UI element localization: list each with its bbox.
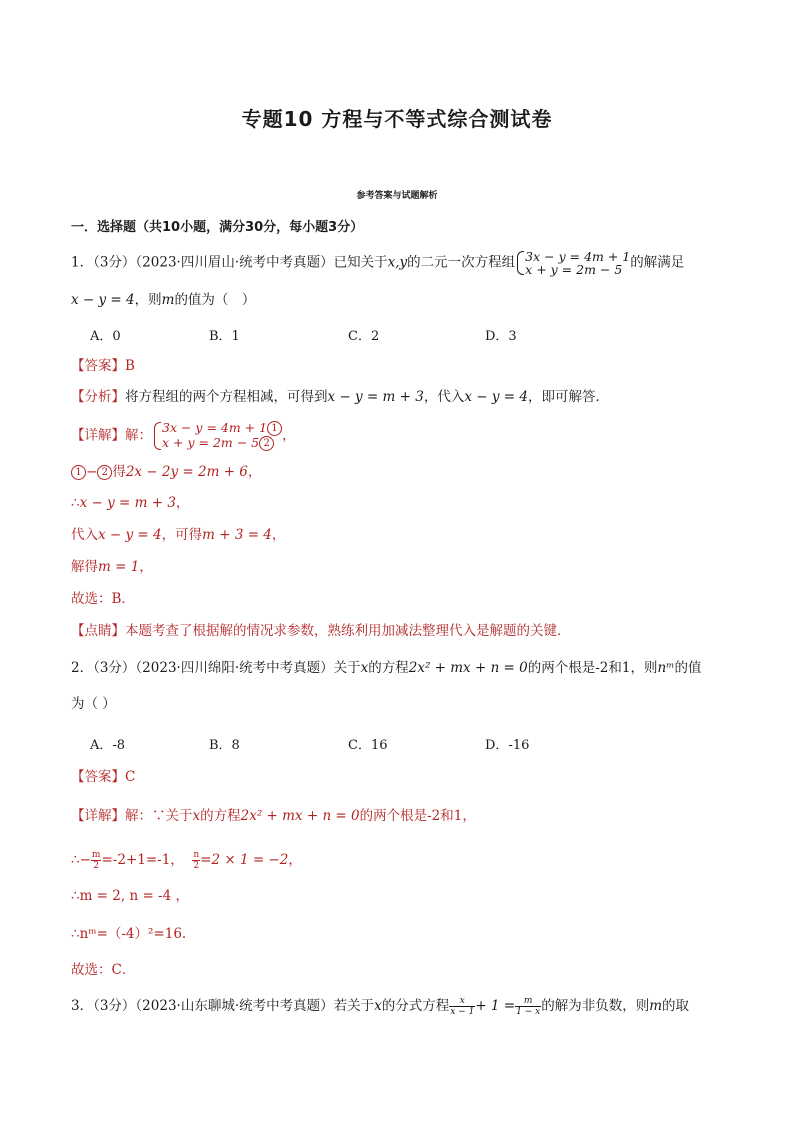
q1-stem: 1．（3分）（2023·四川眉山·统考中考真题）已知关于x,y的二元一次方程组 3x − y = 4m + 1 x + y = 2m − 5 的解满足 <box>71 249 685 277</box>
q1-option-b: B．1 <box>209 329 240 344</box>
q2-choose: 故选：C． <box>71 962 136 978</box>
q1-option-c: C．2 <box>348 329 380 344</box>
page-title: 专题10 方程与不等式综合测试卷 <box>241 107 553 131</box>
q2-stem-line2: 为（ ） <box>71 696 116 712</box>
q1-option-a: A．0 <box>90 329 121 344</box>
q1-detail: 【详解】解： 3x − y = 4m + 1 1 x + y = 2m − 5 2 ， <box>71 420 296 450</box>
q2-detail: 【详解】解：∵关于x的方程2x² + mx + n = 0的两个根是-2和1， <box>71 808 476 824</box>
q1-stem-line2: x − y = 4，则m的值为（ ） <box>71 292 256 308</box>
q2-option-a: A．-8 <box>90 738 126 753</box>
q1-step3: 代入x − y = 4，可得m + 3 = 4， <box>71 527 286 543</box>
q3-stem: 3．（3分）（2023·山东聊城·统考中考真题）若关于x的分式方程 $\frac{x}{x - 1}$ + 1 = $\frac{m}{1 - x}$ 的解为非负数，则m的取 <box>71 996 690 1017</box>
q1-answer: 【答案】B <box>71 358 135 374</box>
q2-option-b: B．8 <box>209 738 240 753</box>
q1-option-d: D．3 <box>485 329 517 344</box>
q1-choose: 故选：B． <box>71 591 135 607</box>
q2-line3: ∴m = 2, n = -4 ， <box>71 888 189 904</box>
q2-line2: ∴− $\frac{m}{2}$ =-2+1=-1， $\frac{n}{2}$ =2 × 1 = −2， <box>71 850 302 871</box>
q2-answer: 【答案】C <box>71 769 136 785</box>
q2-option-c: C．16 <box>348 738 388 753</box>
q1-system: 3x − y = 4m + 1 x + y = 2m − 5 <box>515 250 630 276</box>
section-heading: 一．选择题（共10小题，满分30分，每小题3分） <box>71 220 364 235</box>
q1-comment: 【点睛】本题考查了根据解的情况求参数，熟练利用加减法整理代入是解题的关键． <box>71 623 571 639</box>
page-subtitle: 参考答案与试题解析 <box>356 191 438 201</box>
q1-step1: 1 − 2 得2x − 2y = 2m + 6， <box>71 462 261 482</box>
q2-option-d: D．-16 <box>485 738 530 753</box>
q1-step2: ∴x − y = m + 3， <box>71 495 190 511</box>
q2-line4: ∴nᵐ=（-4）²=16. <box>71 926 187 942</box>
q1-step4: 解得m = 1， <box>71 559 153 575</box>
q1-analysis: 【分析】将方程组的两个方程相减，可得到x − y = m + 3，代入x − y = 4，即可解答． <box>71 389 609 405</box>
q2-stem: 2．（3分）（2023·四川绵阳·统考中考真题）关于x的方程2x² + mx + n = 0的两个根是-2和1，则nᵐ的值 <box>71 660 702 676</box>
